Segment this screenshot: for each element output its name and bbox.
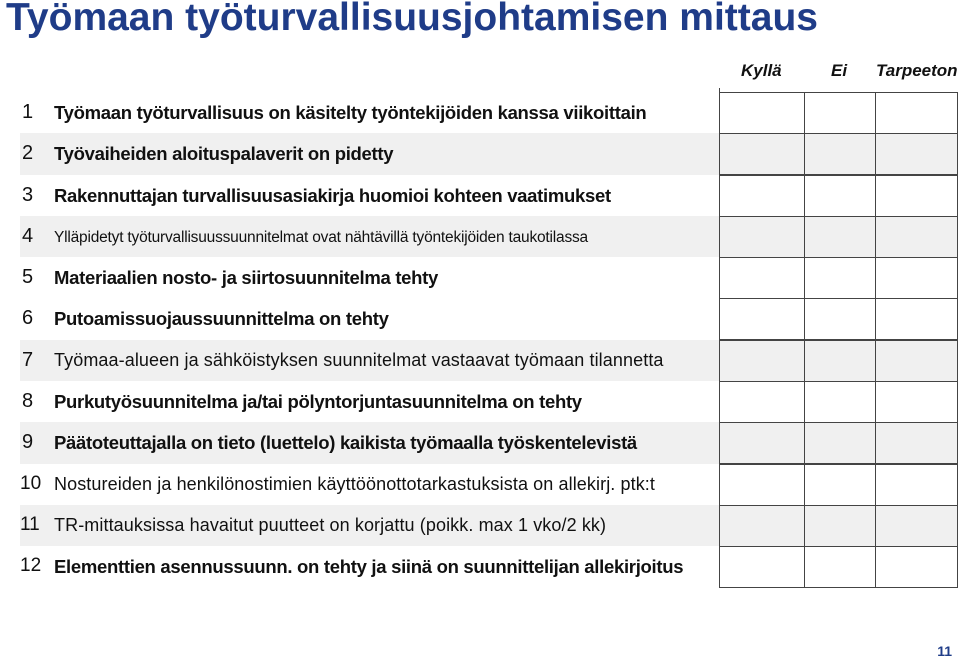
row-number: 11	[20, 513, 40, 535]
answer-cell-kylla[interactable]	[719, 505, 805, 547]
answer-cell-ei[interactable]	[804, 133, 876, 175]
answer-cell-ei[interactable]	[804, 216, 876, 258]
answer-cell-ei[interactable]	[804, 505, 876, 547]
answer-cell-tarpeeton[interactable]	[875, 298, 958, 340]
row-text: Ylläpidetyt työturvallisuussuunnitelmat ovat nähtävillä työntekijöiden taukotilassa	[54, 228, 588, 246]
column-header-kylla: Kyllä	[741, 61, 782, 80]
column-header-ei: Ei	[831, 61, 848, 80]
answer-cell-kylla[interactable]	[719, 216, 805, 258]
checklist-row-6	[20, 298, 720, 339]
row-text: Elementtien asennussuunn. on tehty ja siinä on suunnittelijan allekirjoitus	[54, 556, 684, 578]
row-number: 7	[22, 348, 34, 371]
answer-cell-ei[interactable]	[804, 175, 876, 217]
answer-cell-ei[interactable]	[804, 340, 876, 382]
row-number: 3	[22, 183, 34, 206]
row-number: 4	[22, 224, 34, 247]
checklist-row-1	[20, 92, 720, 133]
answer-row-8	[719, 381, 959, 422]
answer-cell-tarpeeton[interactable]	[875, 422, 958, 464]
row-number: 6	[22, 307, 34, 330]
answer-cell-kylla[interactable]	[719, 464, 805, 506]
row-text: Työmaa-alueen ja sähköistyksen suunnitelmat vastaavat työmaan tilannetta	[54, 349, 664, 370]
page-number: 11	[937, 643, 952, 659]
answer-row-9	[719, 422, 959, 463]
answer-cell-tarpeeton[interactable]	[875, 340, 958, 382]
checklist-row-11	[20, 505, 720, 546]
answer-cell-tarpeeton[interactable]	[875, 175, 958, 217]
row-text: Nostureiden ja henkilönostimien käyttöönottotarkastuksista on allekirj. ptk:t	[54, 473, 656, 494]
answer-cell-kylla[interactable]	[719, 340, 805, 382]
answer-cell-tarpeeton[interactable]	[875, 464, 958, 506]
answer-cell-ei[interactable]	[804, 257, 876, 299]
answer-row-12	[719, 546, 959, 587]
answer-row-10	[719, 464, 959, 505]
answer-cell-ei[interactable]	[804, 92, 876, 134]
answer-cell-kylla[interactable]	[719, 257, 805, 299]
row-text: Materiaalien nosto- ja siirtosuunnitelma tehty	[54, 267, 439, 289]
row-text: Putoamissuojaussuunnittelma on tehty	[54, 308, 389, 330]
answer-cell-kylla[interactable]	[719, 381, 805, 423]
answer-row-5	[719, 257, 959, 298]
answer-grid	[719, 92, 959, 588]
answer-cell-tarpeeton[interactable]	[875, 257, 958, 299]
answer-cell-tarpeeton[interactable]	[875, 546, 958, 588]
column-header-tarpeeton: Tarpeeton	[876, 61, 958, 80]
row-text: Purkutyösuunnitelma ja/tai pölyntorjuntasuunnitelma on tehty	[54, 391, 582, 413]
answer-cell-ei[interactable]	[804, 381, 876, 423]
row-number: 8	[22, 390, 34, 413]
answer-row-1	[719, 92, 959, 133]
answer-cell-kylla[interactable]	[719, 133, 805, 175]
answer-cell-tarpeeton[interactable]	[875, 381, 958, 423]
answer-cell-kylla[interactable]	[719, 422, 805, 464]
row-number: 10	[20, 472, 42, 494]
answer-cell-tarpeeton[interactable]	[875, 133, 958, 175]
checklist-row-7	[20, 340, 720, 381]
row-number: 5	[22, 266, 34, 289]
checklist-row-3	[20, 175, 720, 216]
row-text: Päätoteuttajalla on tieto (luettelo) kaikista työmaalla työskentelevistä	[54, 432, 637, 454]
row-text: Työmaan työturvallisuus on käsitelty työntekijöiden kanssa viikoittain	[54, 102, 647, 123]
row-text: Rakennuttajan turvallisuusasiakirja huomioi kohteen vaatimukset	[54, 184, 611, 206]
row-number: 2	[22, 142, 34, 165]
answer-row-2	[719, 133, 959, 174]
answer-cell-ei[interactable]	[804, 298, 876, 340]
row-number: 12	[20, 555, 42, 577]
page-title: Työmaan työturvallisuusjohtamisen mittaus	[6, 0, 818, 39]
answer-cell-tarpeeton[interactable]	[875, 505, 958, 547]
answer-row-7	[719, 340, 959, 381]
checklist-row-5	[20, 257, 720, 298]
row-text: Työvaiheiden aloituspalaverit on pidetty	[54, 143, 394, 165]
answer-cell-kylla[interactable]	[719, 546, 805, 588]
checklist-rows	[20, 92, 720, 588]
row-text: TR-mittauksissa havaitut puutteet on korjattu (poikk. max 1 vko/2 kk)	[54, 514, 607, 535]
answer-row-6	[719, 298, 959, 339]
checklist-row-4	[20, 216, 720, 257]
checklist-row-10	[20, 464, 720, 505]
answer-cell-ei[interactable]	[804, 546, 876, 588]
checklist-row-9	[20, 422, 720, 463]
checklist-row-2	[20, 133, 720, 174]
answer-cell-ei[interactable]	[804, 464, 876, 506]
answer-cell-kylla[interactable]	[719, 298, 805, 340]
checklist-row-8	[20, 381, 720, 422]
answer-row-3	[719, 175, 959, 216]
row-number: 1	[22, 101, 34, 123]
answer-cell-kylla[interactable]	[719, 175, 805, 217]
answer-row-11	[719, 505, 959, 546]
row-number: 9	[22, 431, 34, 454]
answer-cell-ei[interactable]	[804, 422, 876, 464]
checklist-row-12	[20, 546, 720, 587]
answer-cell-kylla[interactable]	[719, 92, 805, 134]
answer-row-4	[719, 216, 959, 257]
answer-cell-tarpeeton[interactable]	[875, 216, 958, 258]
answer-cell-tarpeeton[interactable]	[875, 92, 958, 134]
